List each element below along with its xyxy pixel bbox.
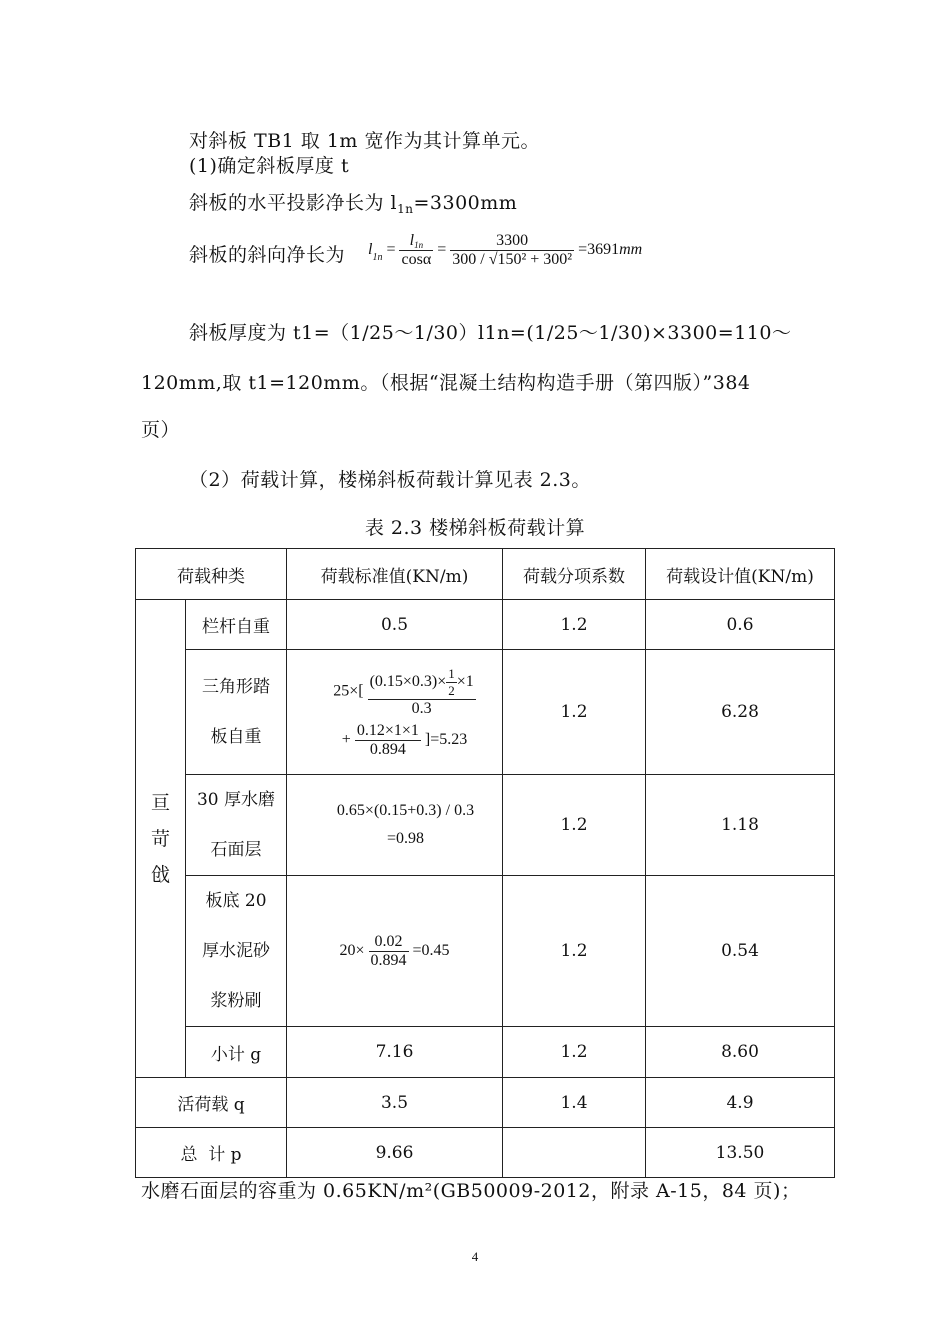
table-row: [136, 876, 835, 1027]
row-standard-formula: 20× $\frac{0.02}{0.894}$ =0.45: [287, 876, 503, 1027]
row-design: 0.54: [646, 876, 835, 1027]
paragraph-3-value: =3300mm: [413, 192, 518, 214]
table-row: [136, 1027, 835, 1078]
formula-fraction-2: [450, 232, 574, 269]
formula-eq: =: [386, 241, 396, 259]
row-factor: [503, 1128, 646, 1178]
row-name: 栏杆自重: [186, 600, 287, 650]
row-factor: 1.2: [503, 1027, 646, 1078]
row-standard: 3.5: [287, 1078, 503, 1128]
header-load-type: 荷载种类: [136, 549, 287, 600]
table-row: [136, 775, 835, 876]
table-header-row: [136, 549, 835, 600]
row-standard-formula: 0.65×(0.15+0.3) / 0.3 =0.98: [287, 775, 503, 876]
row-design: 1.18: [646, 775, 835, 876]
row-name: 小计 g: [186, 1027, 287, 1078]
row-name: 总 计 p: [136, 1128, 287, 1178]
paragraph-7: 页）: [141, 419, 181, 441]
paragraph-8: （2）荷载计算，楼梯斜板荷载计算见表 2.3。: [189, 469, 591, 491]
table-row-live: [136, 1078, 835, 1128]
load-table: [135, 548, 835, 1178]
page-number: 4: [471, 1249, 479, 1264]
row-name: 活荷载 q: [136, 1078, 287, 1128]
paragraph-5: 斜板厚度为 t1=（1/25～1/30）l1n=(1/25～1/30)×3300=110～: [189, 322, 792, 344]
row-standard: 9.66: [287, 1128, 503, 1178]
row-name: 30 厚水磨 石面层: [186, 775, 287, 876]
formula-unit: mm: [619, 241, 643, 259]
row-design: 13.50: [646, 1128, 835, 1178]
paragraph-3: [189, 188, 517, 216]
table-caption: 表 2.3 楼梯斜板荷载计算: [364, 517, 586, 539]
note-paragraph: 水磨石面层的容重为 0.65KN/m²(GB50009-2012，附录 A-15，84 页)；: [141, 1180, 801, 1202]
formula-fraction-2-den: 300 / √150² + 300²: [452, 251, 573, 268]
row-standard: 7.16: [287, 1027, 503, 1078]
paragraph-2: (1)确定斜板厚度 t: [189, 155, 350, 177]
table-row-total: [136, 1128, 835, 1178]
row-design: 4.9: [646, 1078, 835, 1128]
paragraph-6: 120mm,取 t1=120mm。（根据“混凝土结构构造手册（第四版）”384: [141, 372, 751, 394]
formula-lhs-sub: 1n: [372, 252, 383, 264]
paragraph-4: 斜板的斜向净长为: [189, 244, 346, 266]
dead-load-label: 亘 苛 戗: [136, 600, 186, 1078]
table-row: [136, 600, 835, 650]
slope-length-formula: [368, 232, 642, 269]
formula-fraction-1: [399, 232, 433, 269]
row-design: 8.60: [646, 1027, 835, 1078]
formula-eq-2: =: [437, 241, 447, 259]
formula-fraction-2-num: 3300: [450, 232, 574, 251]
formula-fraction-1-num: l1n: [399, 232, 433, 251]
paragraph-3-subscript: 1n: [397, 202, 414, 216]
formula-result: =3691: [578, 241, 620, 259]
header-factor: 荷载分项系数: [503, 549, 646, 600]
row-design: 6.28: [646, 650, 835, 775]
row-name: 板底 20 厚水泥砂 浆粉刷: [186, 876, 287, 1027]
paragraph-3-text: 斜板的水平投影净长为 l: [189, 192, 398, 214]
row-design: 0.6: [646, 600, 835, 650]
header-design-value: 荷载设计值(KN/m): [646, 549, 835, 600]
row-standard-formula: 25×[ (0.15×0.3)× $\frac{1}{2}$ ×1 0.3 + $\frac{0.12\times 1\times 1}{0.894}$ ]=5.23: [287, 650, 503, 775]
paragraph-1: 对斜板 TB1 取 1m 宽作为其计算单元。: [189, 130, 540, 152]
row-factor: 1.2: [503, 876, 646, 1027]
formula-lhs-var: l: [368, 241, 373, 259]
formula-fraction-1-den: cosα: [401, 251, 432, 268]
row-factor: 1.2: [503, 775, 646, 876]
row-name: 三角形踏 板自重: [186, 650, 287, 775]
row-factor: 1.2: [503, 600, 646, 650]
table-row: [136, 650, 835, 775]
header-standard-value: 荷载标准值(KN/m): [287, 549, 503, 600]
row-standard: 0.5: [287, 600, 503, 650]
row-factor: 1.4: [503, 1078, 646, 1128]
row-factor: 1.2: [503, 650, 646, 775]
